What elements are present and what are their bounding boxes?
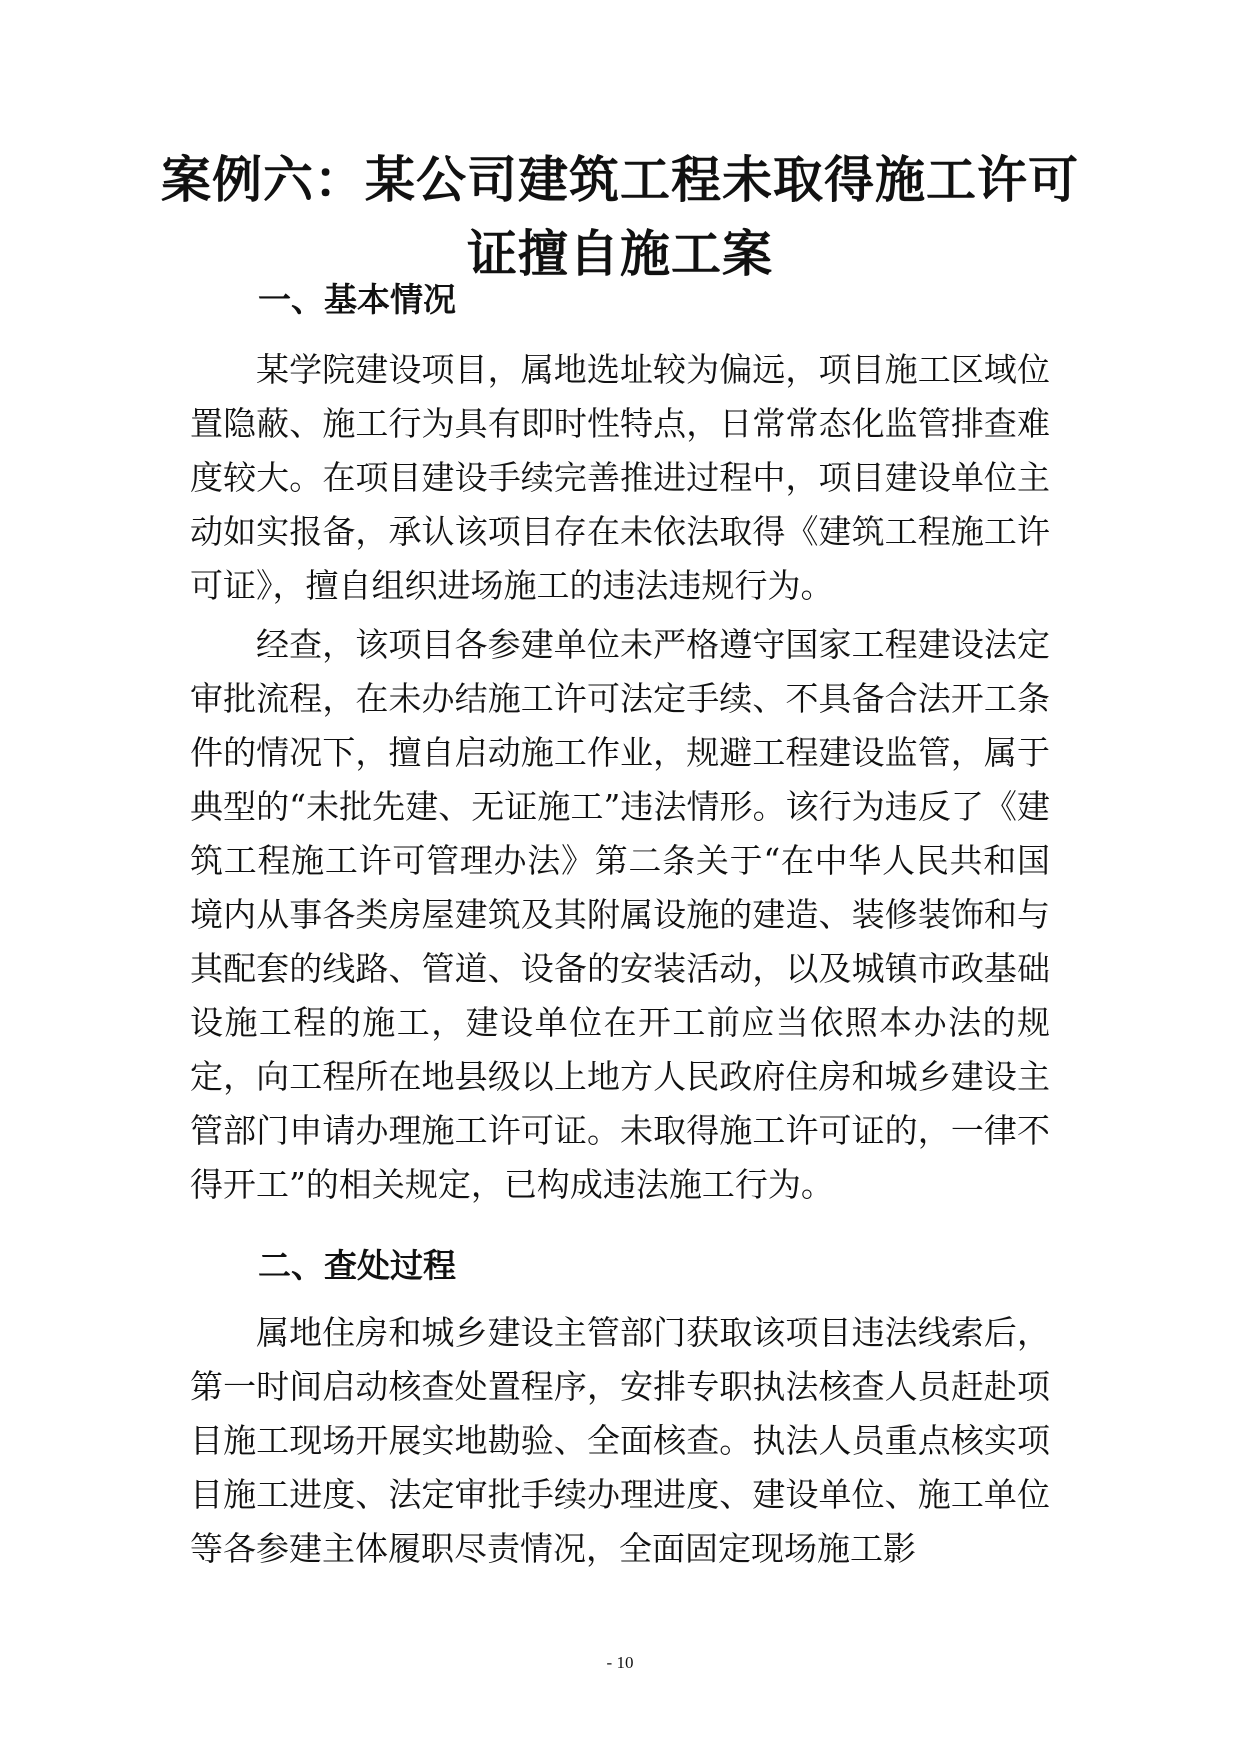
section-heading-investigation: 二、查处过程 bbox=[258, 1246, 456, 1285]
page-number: - 10 bbox=[606, 1653, 634, 1672]
section-heading-basic-info: 一、基本情况 bbox=[258, 280, 456, 319]
paragraph-basic-info-1: 某学院建设项目，属地选址较为偏远，项目施工区域位置隐蔽、施工行为具有即时性特点，日常常态化监管排查难度较大。在项目建设手续完善推进过程中，项目建设单位主动如实报备，承认该项目存在未依法取得《建筑工程施工许可证》，擅自组织进场施工的违法违规行为。 bbox=[190, 350, 1050, 605]
paragraph-investigation-1: 属地住房和城乡建设主管部门获取该项目违法线索后，第一时间启动核查处置程序，安排专职执法核查人员赶赴项目施工现场开展实地勘验、全面核查。执法人员重点核实项目施工进度、法定审批手续办理进度、建设单位、施工单位等各参建主体履职尽责情况，全面固定现场施工影 bbox=[190, 1313, 1050, 1568]
document-title-line-1: 案例六：某公司建筑工程未取得施工许可 bbox=[161, 150, 1079, 209]
paragraph-basic-info-2: 经查，该项目各参建单位未严格遵守国家工程建设法定审批流程，在未办结施工许可法定手续、不具备合法开工条件的情况下，擅自启动施工作业，规避工程建设监管，属于典型的“未批先建、无证施工”违法情形。该行为违反了《建筑工程施工许可管理办法》第二条关于“在中华人民共和国境内从事各类房屋建筑及其附属设施的建造、装修装饰和与其配套的线路、管道、设备的安装活动，以及城镇市政基础设施工程的施工，建设单位在开工前应当依照本办法的规定，向工程所在地县级以上地方人民政府住房和城乡建设主管部门申请办理施工许可证。未取得施工许可证的，一律不得开工”的相关规定，已构成违法施工行为。 bbox=[190, 625, 1050, 1204]
document-title-line-2: 证擅自施工案 bbox=[467, 224, 773, 283]
